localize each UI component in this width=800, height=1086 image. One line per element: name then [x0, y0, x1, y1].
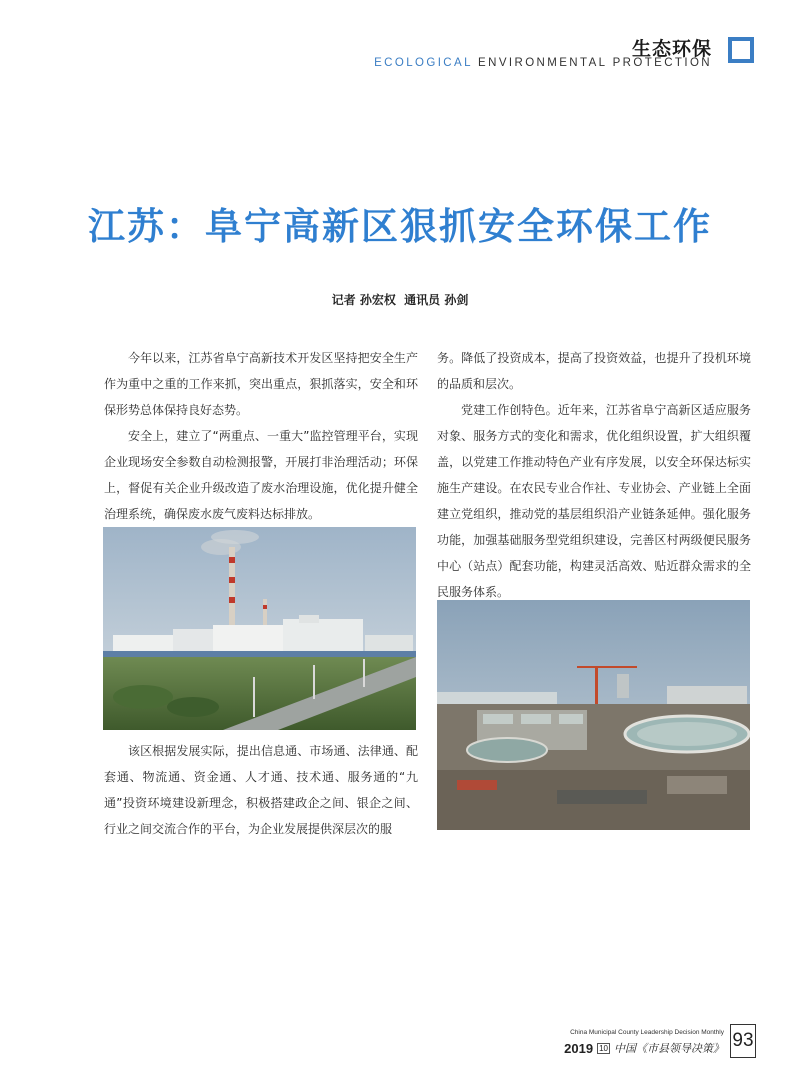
paragraph-continued: 务。降低了投资成本，提高了投资效益，也提升了投机环境的品质和层次。 [437, 351, 751, 391]
footer-issue: 10 [599, 1043, 608, 1053]
section-title-en-highlight: ECOLOGICAL [374, 57, 473, 69]
paragraph: 党建工作创特色。近年来，江苏省阜宁高新区适应服务对象、服务方式的变化和需求，优化组织设置，扩大组织覆盖，以党建工作推动特色产业有序发展，以安全环保达标实施生产建设。在农民专业合作社、专业协会、产业链上全面建立党组织，推动党的基层组织沿产业链条延伸。强化服务功能，加强基础服务型党组织建设，完善区村两级便民服务中心（站点）配套功能，构建灵活高效、贴近群众需求的全民服务体系。 [437, 403, 751, 599]
section-title-cn: 生态环保 [631, 38, 712, 60]
paragraph: 该区根据发展实际，提出信息通、市场通、法律通、配套通、物流通、资金通、人才通、技术通、服务通的“九通”投资环境建设新理念，积极搭建政企之间、银企之间、行业之间交流合作的平台，为企业发展提供深层次的服 [104, 744, 418, 836]
factory-photo [103, 527, 416, 730]
article-title: 江苏：阜宁高新区狠抓安全环保工作 [88, 205, 712, 248]
page-number: 93 [730, 1024, 756, 1058]
footer-line [564, 1040, 724, 1056]
left-column-top [104, 345, 418, 527]
wastewater-plant-photo [437, 600, 750, 830]
right-column-top [437, 345, 751, 605]
section-title-en [374, 57, 712, 69]
article-byline: 记者 孙宏权 通讯员 孙剑 [331, 293, 469, 307]
left-column-bottom [104, 738, 418, 842]
paragraph: 今年以来，江苏省阜宁高新技术开发区坚持把安全生产作为重中之重的工作来抓，突出重点，狠抓落实，安全和环保形势总体保持良好态势。 [104, 351, 418, 417]
footer-magazine-en: China Municipal County Leadership Decision Monthly [570, 1029, 724, 1036]
footer-magazine-cn: 中国《市县领导决策》 [614, 1042, 724, 1055]
section-title-en-rest: ENVIRONMENTAL PROTECTION [472, 57, 712, 69]
paragraph: 安全上，建立了“两重点、一重大”监控管理平台，实现企业现场安全参数自动检测报警，开展打非治理活动；环保上，督促有关企业升级改造了废水治理设施，优化提升健全治理系统，确保废水废气废料达标排放。 [104, 429, 418, 521]
section-square-icon [728, 37, 754, 63]
footer-year: 2019 [564, 1040, 594, 1056]
